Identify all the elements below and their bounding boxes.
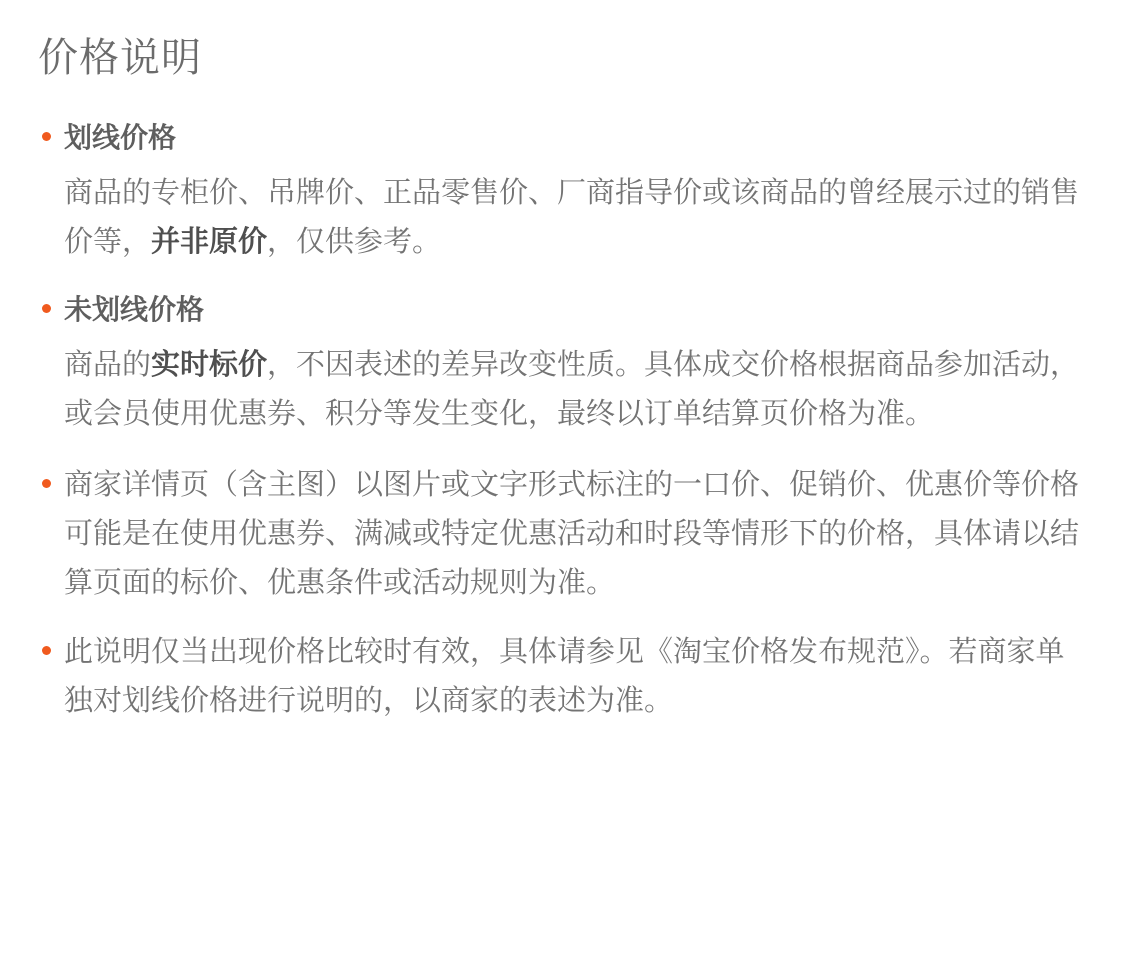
section-non-striked-price	[38, 288, 1085, 438]
list-item	[38, 460, 1085, 607]
bullet-dot-icon	[38, 460, 64, 509]
page-title: 价格说明	[38, 35, 202, 81]
body-part: ，不因表述的差异改变性质。具体成交价格根据商品参加活动，或会员使用优惠券、积分等发生变化，最终以订单结算页价格为准。	[64, 347, 1080, 430]
body-part: ，仅供参考。	[267, 224, 442, 258]
bullet-dot-icon	[38, 116, 64, 160]
section-heading: 未划线价格	[64, 293, 205, 326]
section-body	[38, 340, 1085, 438]
list-item-text: 此说明仅当出现价格比较时有效，具体请参见《淘宝价格发布规范》。若商家单独对划线价格进行说明的，以商家的表述为准。	[64, 634, 1065, 717]
section-heading-row	[38, 116, 1085, 160]
body-part: 商品的专柜价、吊牌价、正品零售价、厂商指导价或该商品的曾经展示过的销售价等，	[64, 175, 1080, 258]
body-part-strong: 实时标价	[151, 347, 268, 381]
body-part-strong: 并非原价	[151, 224, 268, 258]
bullet-dot-icon	[38, 627, 64, 676]
list-item-text: 商家详情页（含主图）以图片或文字形式标注的一口价、促销价、优惠价等价格可能是在使用优惠券、满减或特定优惠活动和时段等情形下的价格，具体请以结算页面的标价、优惠条件或活动规则为准。	[64, 467, 1080, 599]
section-heading-row	[38, 288, 1085, 332]
section-heading: 划线价格	[64, 121, 177, 154]
bullet-dot-icon	[38, 288, 64, 332]
section-body	[38, 168, 1085, 266]
body-part: 商品的	[64, 347, 152, 381]
list-item	[38, 627, 1085, 725]
section-striked-price	[38, 116, 1085, 266]
